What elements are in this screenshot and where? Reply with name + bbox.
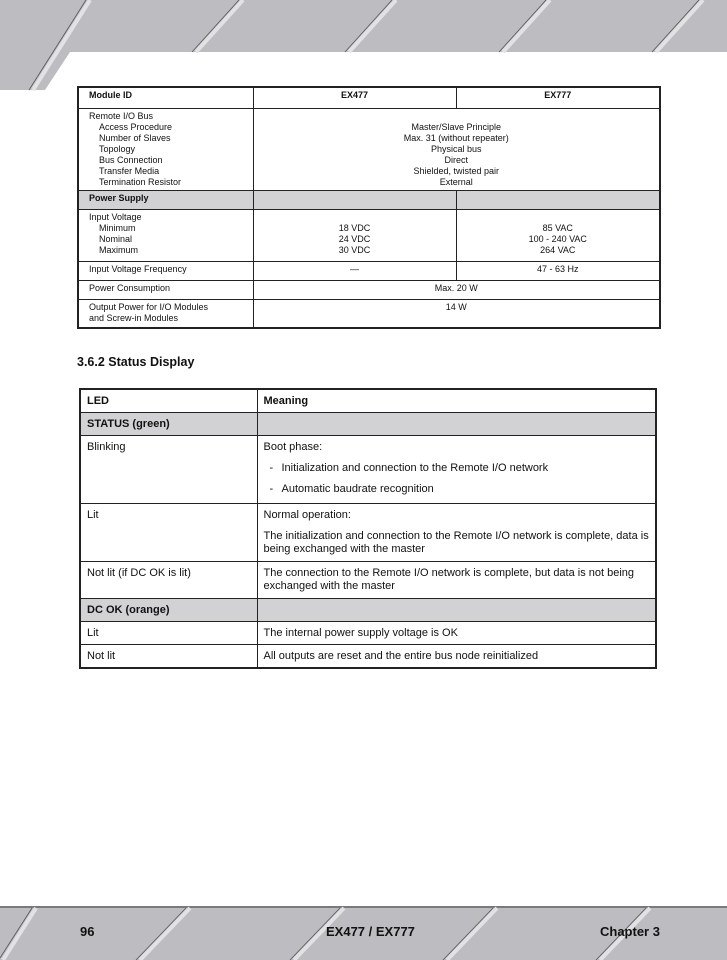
label: Transfer Media [99,165,160,176]
table-row [80,436,656,504]
table-row [80,622,656,645]
meaning-cell [257,436,656,504]
value: 30 VDC [338,244,371,255]
label: Access Procedure [99,121,173,132]
label: Number of Slaves [99,132,171,143]
led-cell: Lit [80,622,257,645]
header-cell: Module ID [78,87,253,108]
value-cell [456,209,660,261]
meaning-cell: All outputs are reset and the entire bus node reinitialized [257,645,656,669]
meaning-title: Boot phase: [263,441,323,453]
value: External [439,176,473,187]
label: Maximum [99,244,139,255]
group-cell: STATUS (green) [80,413,257,436]
table-row [78,209,660,261]
page-number: 96 [80,924,95,939]
led-cell: Not lit (if DC OK is lit) [80,562,257,599]
label-cell: Power Consumption [78,280,253,299]
label: Topology [99,143,136,154]
value: Max. 31 (without repeater) [403,132,509,143]
value-cell [253,108,660,190]
label-cell [78,299,253,328]
bullet-item: - Initialization and connection to the Remote I/O network [269,462,549,474]
label: Bus Connection [99,154,163,165]
value: 85 VAC [542,222,573,233]
value: 100 - 240 VAC [528,233,587,244]
spec-table [77,86,661,329]
table-row [80,504,656,562]
meaning-cell: The internal power supply voltage is OK [257,622,656,645]
value-cell: 14 W [253,299,660,328]
label: Output Power for I/O Modules [89,301,209,312]
value: Physical bus [430,143,482,154]
label-cell [78,108,253,190]
label: Termination Resistor [99,176,182,187]
label: Remote I/O Bus [89,110,154,121]
header-cell: EX777 [456,87,660,108]
table-row [78,108,660,190]
table-row [78,190,660,209]
value: 18 VDC [338,222,371,233]
led-cell: Not lit [80,645,257,669]
label: Minimum [99,222,136,233]
value: Master/Slave Principle [411,121,502,132]
group-cell: DC OK (orange) [80,599,257,622]
table-row [78,261,660,280]
footer-chapter: Chapter 3 [600,924,660,939]
label: Nominal [99,233,133,244]
table-row [80,645,656,669]
table-row [78,87,660,108]
value: Direct [444,154,468,165]
value-cell: Max. 20 W [253,280,660,299]
value-cell: — [253,261,456,280]
value: 264 VAC [540,244,576,255]
header-cell: Meaning [257,389,656,413]
led-cell: Blinking [80,436,257,504]
value: 24 VDC [338,233,371,244]
label-cell: Input Voltage Frequency [78,261,253,280]
label: Input Voltage [89,211,142,222]
value-cell: 47 - 63 Hz [456,261,660,280]
table-row [80,389,656,413]
meaning-cell: The connection to the Remote I/O network is complete, but data is not being exchanged with the master [257,562,656,599]
header-cell: LED [80,389,257,413]
meaning-text: The initialization and connection to the Remote I/O network is complete, data is being exchanged with the master [263,530,649,555]
meaning-cell [257,504,656,562]
section-title: 3.6.2 Status Display [77,355,195,369]
meaning-title: Normal operation: [263,509,351,521]
value-cell [253,209,456,261]
bullet-item: - Automatic baudrate recognition [269,483,434,495]
value: Shielded, twisted pair [413,165,500,176]
led-cell: Lit [80,504,257,562]
table-row [78,299,660,328]
table-row [80,562,656,599]
header-cell: EX477 [253,87,456,108]
table-row [78,280,660,299]
label-cell [78,209,253,261]
group-cell: Power Supply [78,190,253,209]
status-table [79,388,657,669]
table-row [80,599,656,622]
footer-product: EX477 / EX777 [326,924,415,939]
table-row [80,413,656,436]
label: and Screw-in Modules [89,312,179,323]
